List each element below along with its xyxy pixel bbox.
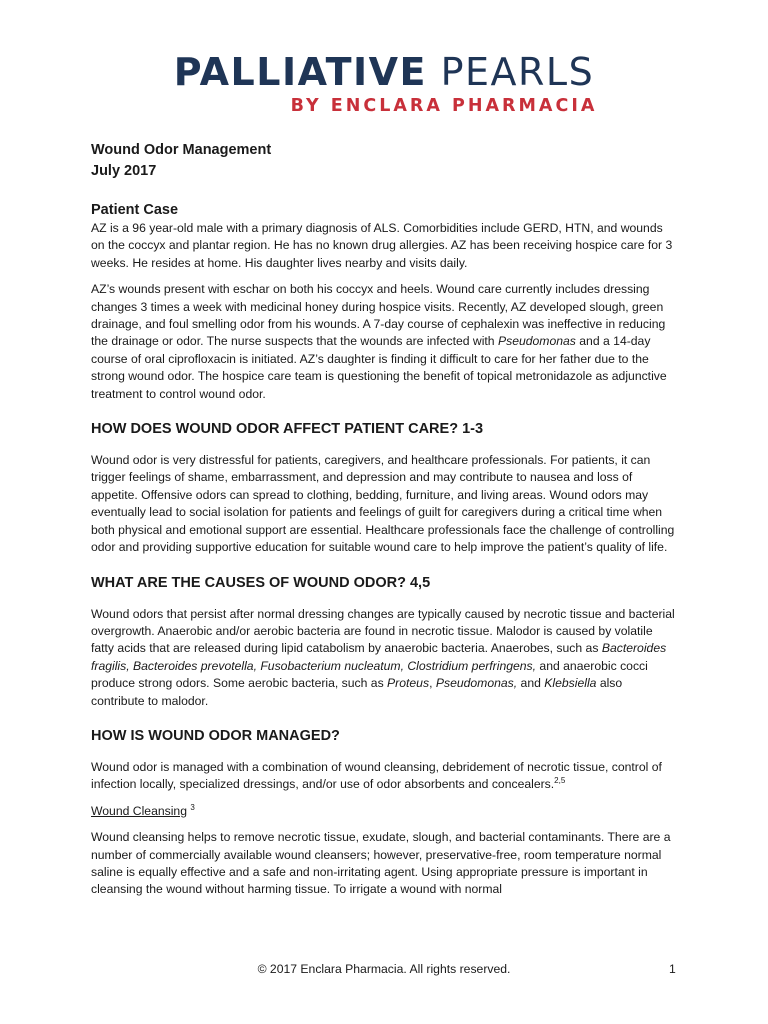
affect-paragraph: Wound odor is very distressful for patients, caregivers, and healthcare professionals. For patients, it can trigger feelings of shame, embarrassment, and depression and may contribute to nausea and loss of appetite. Offensive odors can spread to clothing, bedding, furniture, and living areas. Wound odors may eventually lead to social isolation for patients and feelings of guilt for caregivers during a critical time when both physical and emotional support are essential. Healthcare professionals face the challenge of controlling odor and providing supportive education for suitable wound care to help improve the patient’s quality of life. [91,453,675,555]
causes-italic-4: Klebsiella [544,676,597,691]
footer-copyright: © 2017 Enclara Pharmacia. All rights reserved. [257,962,511,976]
heading-odor-causes: WHAT ARE THE CAUSES OF WOUND ODOR? 4,5 [91,574,431,591]
heading-odor-managed: HOW IS WOUND ODOR MANAGED? [91,727,340,744]
causes-text-a: Wound odors that persist after normal dressing changes are typically caused by necrotic tissue and bacterial overgrowth. Anaerobic and/or aerobic bacteria are found in necrotic tissue. Malodor is caused by volatile fatty acids that are released during lipid catabolism by anaerobic bacteria. Anaerobes, such as [91,606,675,656]
managed-citation: 2,5 [554,776,566,786]
case-p2-italic: Pseudomonas [497,334,576,349]
causes-italic-2: Proteus [387,676,430,691]
heading-odor-affect: HOW DOES WOUND ODOR AFFECT PATIENT CARE? 1-3 [91,421,484,438]
logo-subtitle: BY ENCLARA PHARMACIA [290,96,598,116]
patient-case-heading: Patient Case [91,202,179,218]
causes-text-d: and [517,676,545,691]
managed-paragraph [91,759,679,794]
managed-text: Wound odor is managed with a combination of wound cleansing, debridement of necrotic tissue, control of infection locally, specialized dressings, and/or use of odor absorbents and concealers. [91,759,662,792]
logo-thin-word: PEARLS [440,50,595,94]
case-p2-text-b: and a 14-day course of oral ciprofloxacin is initiated. AZ’s daughter is finding it difficult to care for her father due to the strong wound odor. The hospice care team is questioning the benefit of topical metronidazole as adjunctive treatment to control wound odor. [91,334,667,401]
causes-paragraph [91,606,679,710]
case-p2-text-a: AZ’s wounds present with eschar on both his coccyx and heels. Wound care currently includes dressing changes 3 times a week with medicinal honey during hospice visits. Recently, AZ developed slough, green drainage, and foul smelling odor from his wounds. A 7-day course of cephalexin was ineffective in reducing the drainage or odor. The nurse suspects that the wounds are infected with [91,282,666,349]
cleansing-subheading [91,803,679,820]
causes-italic-1: Bacteroides fragilis, Bacteroides prevotella, Fusobacterium nucleatum, Clostridium perfringens, [91,641,667,673]
cleansing-heading-text: Wound Cleansing [91,803,187,818]
causes-text-b: and anaerobic cocci produce strong odors. Some aerobic bacteria, such as [91,658,648,691]
logo-bold-word: PALLIATIVE [173,50,427,94]
cleansing-citation: 3 [190,802,195,812]
page-number: 1 [669,962,676,976]
doc-title-block [91,140,679,182]
doc-title: Wound Odor Management [91,142,272,158]
case-paragraph-2 [91,281,679,403]
document-body [91,140,679,908]
causes-italic-3: Pseudomonas, [435,676,518,691]
doc-date: July 2017 [91,163,157,179]
causes-text-e: also contribute to malodor. [91,676,623,708]
case-paragraph-1: AZ is a 96 year-old male with a primary diagnosis of ALS. Comorbidities include GERD, HTN, and wounds on the coccyx and plantar region. He has no known drug allergies. AZ has been receiving hospice care for 3 weeks. He resides at home. His daughter lives nearby and visits daily. [91,221,673,270]
causes-text-c: , [429,676,436,691]
logo-title [0,52,768,92]
logo [0,52,768,116]
cleansing-paragraph: Wound cleansing helps to remove necrotic tissue, exudate, slough, and bacterial contaminants. There are a number of commercially available wound cleansers; however, preservative-free, room temperature normal saline is equally effective and a safe and non-irritating agent. Using appropriate pressure is important in cleansing the wound without harming tissue. To irrigate a wound with normal [91,830,671,897]
